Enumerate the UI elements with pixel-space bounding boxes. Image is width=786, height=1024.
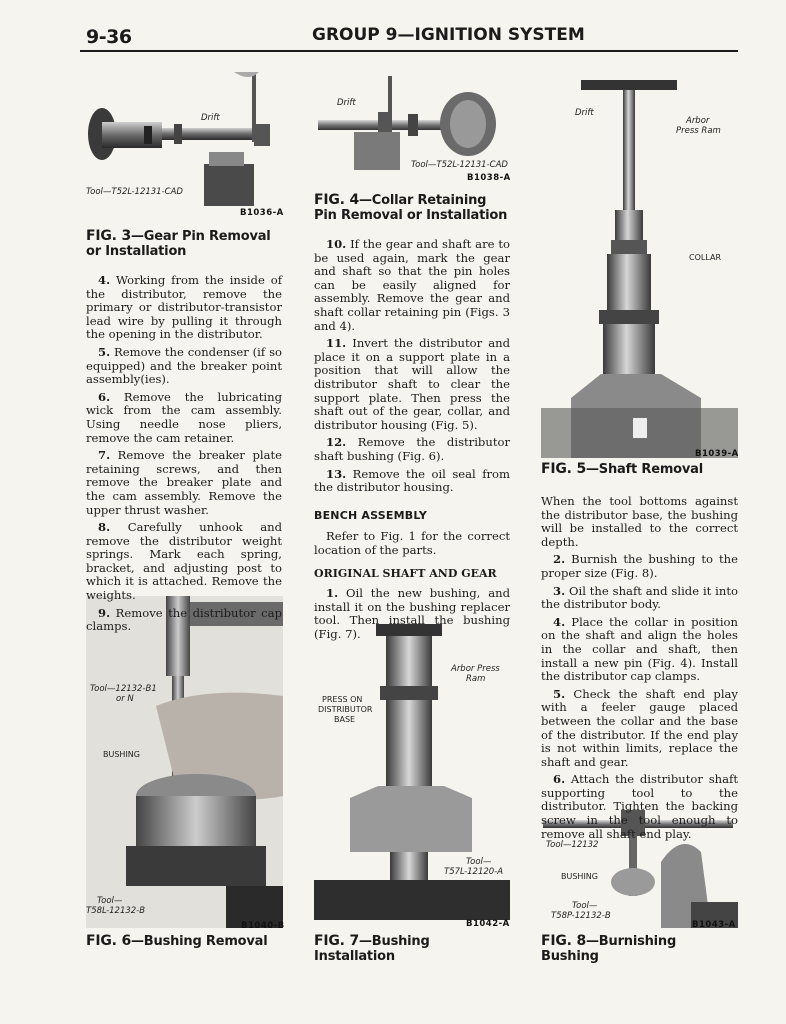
fig4-caption-text: —Collar Retaining Pin Removal or Installation: [314, 193, 508, 223]
fig8-tool2-label: Tool—: [572, 901, 598, 911]
step-5: 5. Remove the condenser (if so equipped) and the breaker point assembly(ies).: [86, 344, 282, 387]
fig3-tool-label: Tool—T52L-12131-CAD: [86, 187, 183, 197]
fig6-tool1b-label: or N: [116, 694, 134, 704]
fig7-toolb-label: T57L-12120-A: [444, 867, 504, 877]
step-9: 9. Remove the distributor cap clamps.: [86, 605, 283, 634]
fig7-ram-label: Ram: [466, 674, 486, 684]
fig7-press1-label: PRESS ON: [322, 695, 363, 704]
fig5-caption: [541, 462, 738, 477]
orig-step-4: 4. Place the collar in position on the shaft and align the holes in the collar and shaft, then install a new pin (Fig. 4). Install the distributor cap clamps.: [541, 614, 738, 684]
fig8-tool2b-label: T58P-12132-B: [551, 911, 611, 921]
page-title: GROUP 9—IGNITION SYSTEM: [312, 25, 585, 45]
fig4-tool-label: Tool—T52L-12131-CAD: [411, 160, 508, 170]
step-10: 10. If the gear and shaft are to be used again, mark the gear and shaft so that the pin holes can be easily aligned for assembly. Remove the gear and shaft collar retaining pin (Figs. 3 and 4).: [314, 237, 510, 333]
fig6-bushing-label: BUSHING: [103, 750, 140, 759]
fig5-caption-text: —Shaft Removal: [586, 462, 703, 477]
fig3-caption-text: —Gear Pin Removal or Installation: [86, 229, 271, 259]
column-1: [86, 274, 282, 638]
fig5-code: B1039-A: [695, 449, 739, 459]
fig6-code: B1040-B: [241, 921, 285, 931]
header-rule: [80, 50, 738, 52]
original-shaft-heading: ORIGINAL SHAFT AND GEAR: [314, 567, 497, 581]
fig8-caption-num: FIG. 8: [541, 933, 586, 949]
fig8-caption: [541, 934, 738, 964]
fig5-drift-label: Drift: [575, 108, 594, 118]
orig-step-2: 2. Burnish the bushing to the proper size (Fig. 8).: [541, 552, 738, 580]
fig4-caption: [314, 193, 510, 223]
fig5-caption-num: FIG. 5: [541, 461, 586, 477]
bench-assembly-text: Refer to Fig. 1 for the correct location of the parts.: [314, 529, 510, 557]
fig8-bushing-label: BUSHING: [561, 872, 598, 881]
step-8: 8. Carefully unhook and remove the distributor weight springs. Mark each spring, bracket, and adjusting post to which it is attached. Remove the weights.: [86, 520, 283, 603]
col3-intro: When the tool bottoms against the distributor base, the bushing will be installed to the correct depth.: [541, 494, 738, 549]
page-number: 9-36: [86, 26, 132, 48]
fig3-code: B1036-A: [240, 208, 284, 218]
fig8-tool1-label: Tool—12132: [546, 840, 599, 850]
fig6-tool1-label: Tool—12132-B1: [90, 684, 157, 694]
fig4-photo: [318, 76, 508, 172]
fig7-code: B1042-A: [466, 919, 510, 929]
fig3-caption: [86, 229, 282, 259]
orig-step-3: 3. Oil the shaft and slide it into the distributor body.: [541, 583, 738, 612]
fig6-photo: [86, 596, 283, 928]
orig-step-6: 6. Attach the distributor shaft supporting tool to the distributor. Tighten the backing screw in the tool enough to remove all shaft end play.: [541, 772, 739, 841]
step-11: 11. Invert the distributor and place it on a support plate in a position that will allow the distributor shaft to clear the support plate. Then press the shaft out of the gear, collar, and distributor housing (Fig. 5).: [314, 336, 511, 432]
orig-step-5: 5. Check the shaft end play with a feeler gauge placed between the collar and the base of the distributor. If the end play is not within limits, replace the shaft and gear.: [541, 686, 738, 769]
fig7-caption-num: FIG. 7: [314, 933, 359, 949]
fig7-tool-label: Tool—: [466, 857, 492, 867]
bench-assembly-heading: BENCH ASSEMBLY: [314, 508, 427, 522]
step-6: 6. Remove the lubricating wick from the cam assembly. Using needle nose pliers, remove the cam retainer.: [86, 389, 283, 445]
column-2: [314, 238, 510, 645]
fig7-press2-label: DISTRIBUTOR: [318, 705, 373, 714]
fig8-caption-text: —Burnishing Bushing: [541, 934, 677, 964]
fig7-caption: [314, 934, 510, 964]
fig6-tool2b-label: T58L-12132-B: [86, 906, 146, 916]
fig5-press-label: Press Ram: [676, 126, 721, 136]
fig5-arbor-label: Arbor: [686, 116, 710, 126]
fig7-arbor-label: Arbor Press: [451, 664, 500, 674]
fig6-caption: [86, 934, 282, 949]
fig4-code: B1038-A: [467, 173, 511, 183]
column-3: [541, 495, 738, 845]
fig4-caption-num: FIG. 4: [314, 192, 359, 208]
fig6-caption-text: —Bushing Removal: [131, 934, 268, 949]
step-13: 13. Remove the oil seal from the distributor housing.: [314, 466, 510, 495]
fig4-drift-label: Drift: [337, 98, 356, 108]
step-7: 7. Remove the breaker plate retaining screws, and then remove the breaker plate and the cam assembly. Remove the upper thrust washer.: [86, 448, 283, 517]
fig6-caption-num: FIG. 6: [86, 933, 131, 949]
orig-step-1: 1. Oil the new bushing, and install it on the bushing replacer tool. Then install the bushing (Fig. 7).: [314, 586, 510, 641]
fig7-caption-text: —Bushing Installation: [314, 934, 430, 964]
fig8-code: B1043-A: [692, 920, 736, 930]
page-header: [80, 22, 738, 52]
fig3-drift-label: Drift: [201, 113, 220, 123]
step-4: 4. Working from the inside of the distributor, remove the primary or distributor-transistor lead wire by pulling it through the opening in the distributor.: [86, 273, 282, 342]
fig6-tool2-label: Tool—: [97, 896, 123, 906]
fig5-collar-label: COLLAR: [689, 253, 722, 262]
step-12: 12. Remove the distributor shaft bushing (Fig. 6).: [314, 435, 510, 463]
fig3-photo: [84, 72, 284, 222]
fig3-caption-num: FIG. 3: [86, 228, 131, 244]
fig7-press3-label: BASE: [334, 715, 356, 724]
